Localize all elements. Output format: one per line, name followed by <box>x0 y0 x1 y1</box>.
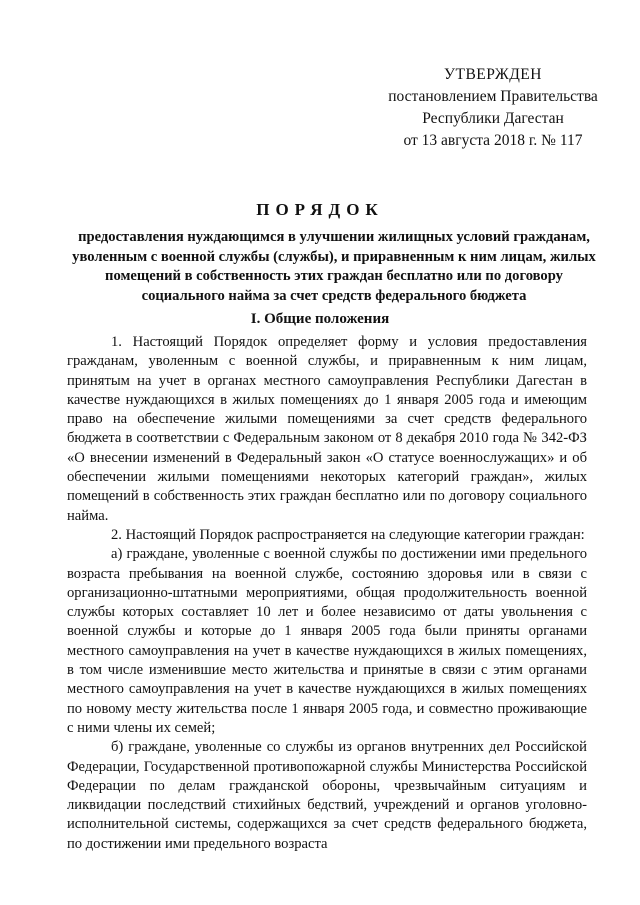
document-subtitle: предоставления нуждающимся в улучшении жилищных условий гражданам, уволенным с военной службы (службы), и приравненным к ним лицам, жилых помещений в собственность этих граждан бесплатно или по договору социального найма за счет средств федерального бюджета <box>72 229 596 304</box>
paragraph: 1. Настоящий Порядок определяет форму и условия предоставления гражданам, уволенным с военной службы, и приравненным к ним лицам, принятым на учет в органах местного самоуправления Республики Дагестан в качестве нуждающихся в жилых помещениях до 1 января 2005 года и имеющим право на обеспечение жилыми помещениями за счет средств федерального бюджета в соответствии с Федеральным законом от 8 декабря 2010 года № 342-ФЗ «О внесении изменений в Федеральный закон «О статусе военнослужащих» и об обеспечении жилыми помещениями некоторых категорий граждан», жилых помещений в собственность этих граждан бесплатно или по договору социального найма. <box>67 334 587 524</box>
approval-block <box>368 64 618 152</box>
paragraph: 2. Настоящий Порядок распространяется на следующие категории граждан: <box>111 526 585 543</box>
section-body <box>67 333 587 854</box>
approval-line: постановлением Правительства <box>388 88 598 105</box>
approval-date-line: от 13 августа 2018 г. № 117 <box>403 132 583 149</box>
approval-line: Республики Дагестан <box>422 110 564 127</box>
approval-title: УТВЕРЖДЕН <box>444 66 542 83</box>
paragraph: а) граждане, уволенные с военной службы по достижении ими предельного возраста пребывания на военной службе, состоянию здоровья или в связи с организационно-штатными мероприятиями, общая продолжительность военной службы которых составляет 10 лет и более независимо от даты увольнения с военной службы и которые до 1 января 2005 года были приняты органами местного самоуправления на учет в качестве нуждающихся в жилых помещениях, в том числе изменившие место жительства и принятые в связи с этим органами местного самоуправления на учет в качестве нуждающихся в жилых помещениях по новому месту жительства после 1 января 2005 года, и совместно проживающие с ними члены их семей; <box>67 546 587 736</box>
document-title: ПОРЯДОК <box>256 200 384 219</box>
section-heading: I. Общие положения <box>250 311 390 327</box>
paragraph: б) граждане, уволенные со службы из органов внутренних дел Российской Федерации, Государственной противопожарной службы Министерства Российской Федерации по делам гражданской обороны, чрезвычайным ситуациям и ликвидации последствий стихийных бедствий, учреждений и органов уголовно-исполнительной системы, содержащихся за счет средств федерального бюджета, по достижении ими предельного возраста <box>67 739 587 852</box>
